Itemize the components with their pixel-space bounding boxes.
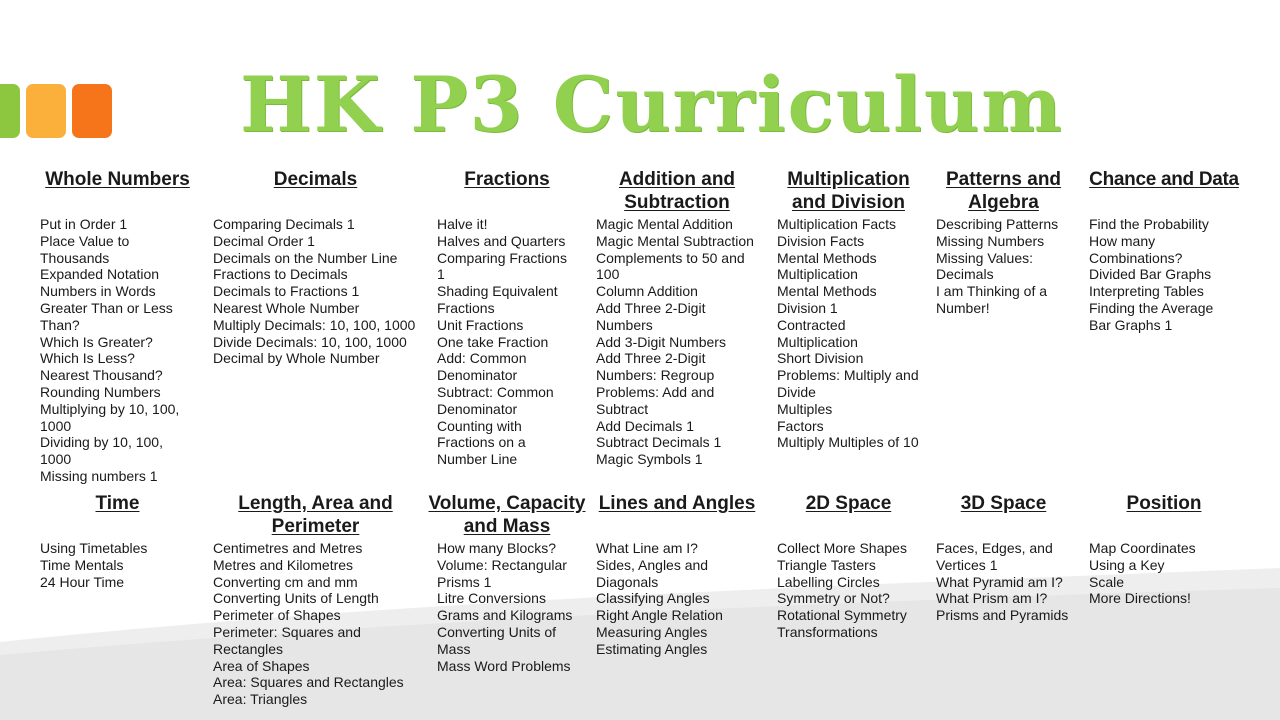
topic-item: Missing numbers 1 [40,467,158,484]
topic-item: Magic Mental Addition [596,216,733,232]
topic-item: One take Fraction [437,333,549,350]
topic-item: Classifying Angles [596,590,710,607]
topic-item: Using a Key [1089,556,1165,573]
topic-item: Multiplication Facts [777,216,897,232]
topic-item: Divide Decimals: 10, 100, 1000 [213,333,407,350]
topic-item: Place Value to Thousands [40,232,130,266]
topic-item: Missing Numbers [936,232,1045,249]
topic-item: Centimetres and Metres [213,540,363,556]
topic-item: Add: Common Denominator [437,350,527,384]
topic-item: Find the Probability [1089,216,1209,232]
topic-heading: Lines and Angles [598,493,756,514]
topic-multiplication-division [777,168,922,451]
topic-item: What Prism am I? [936,590,1048,607]
topic-item: Using Timetables [40,540,148,556]
topic-item: Labelling Circles [777,573,880,590]
topic-item: Time Mentals [40,556,124,573]
topic-item: Numbers in Words [40,283,156,300]
topic-item: Complements to 50 and 100 [596,249,745,283]
topic-whole-numbers [40,168,195,485]
topic-item: Halves and Quarters [437,232,566,249]
topic-item-list [936,540,1071,624]
topic-item-list [596,216,761,468]
topic-item: Finding the Average [1089,299,1214,316]
topic-item: Rotational Symmetry [777,607,907,624]
topic-item: Fractions to Decimals [213,266,348,283]
topic-item: Add 3-Digit Numbers [596,333,726,350]
topic-item: Add Three 2-Digit Numbers: Regroup [596,350,715,384]
topic-item: Estimating Angles [596,640,708,657]
topic-item: Sides, Angles and Diagonals [596,556,709,590]
topic-heading: Fractions [464,169,550,190]
topic-item: Mental Methods Division 1 [777,283,877,316]
topic-item: How many Blocks? [437,540,557,556]
topic-item: Describing Patterns [936,216,1059,232]
topic-item-list [213,216,423,367]
topic-item: Converting Units of Mass [437,623,557,657]
topic-item: Nearest Thousand? [40,367,163,384]
topic-2d-space [777,492,922,641]
topic-item: Division Facts [777,232,865,249]
topic-item-list [936,216,1071,317]
topic-item: How many Combinations? [1089,232,1183,266]
topic-item: Measuring Angles [596,623,708,640]
topic-item: Collect More Shapes [777,540,907,556]
topic-item: Magic Symbols 1 [596,451,703,468]
topic-item: Interpreting Tables [1089,283,1204,300]
topic-item: Area: Triangles [213,691,308,708]
decorative-block-amber [26,84,66,138]
topic-item: What Line am I? [596,540,698,556]
topic-item: Problems: Multiply and Divide [777,367,919,400]
topic-item: Multiply Multiples of 10 [777,434,919,451]
topic-item: Converting Units of Length [213,590,379,607]
topic-item: Perimeter: Squares and Rectangles [213,623,361,657]
topic-item: Magic Mental Subtraction [596,232,754,249]
topic-item: Multiplying by 10, 100, 1000 [40,400,180,434]
topic-heading: Multiplication and Division [787,169,910,213]
topic-item: Decimal Order 1 [213,232,315,249]
topic-decimals [213,168,423,367]
topic-item: Shading Equivalent Fractions [437,283,558,316]
topic-heading: Chance and Data [1089,169,1239,190]
topic-item: Counting with Fractions on a Number Line [437,417,526,468]
topic-item: Symmetry or Not? [777,590,890,607]
topic-item: Faces, Edges, and Vertices 1 [936,540,1053,573]
topic-item: Contracted Multiplication [777,316,858,350]
topic-item: Missing Values: Decimals [936,249,1034,283]
topic-item: Subtract Decimals 1 [596,434,722,451]
topic-item: Perimeter of Shapes [213,607,341,624]
topic-heading: 3D Space [960,493,1047,514]
topic-item: Right Angle Relation [596,607,723,624]
topic-item-list [777,216,922,451]
topic-time [40,492,195,590]
topic-item-list [40,540,195,590]
topic-item: Nearest Whole Number [213,299,360,316]
topic-item: Greater Than or Less Than? [40,299,173,333]
topic-volume-capacity-mass [428,492,586,674]
topic-item: Expanded Notation [40,266,160,283]
topic-item: Mass Word Problems [437,657,571,674]
topic-item: Area of Shapes [213,657,310,674]
topic-item-list [1089,216,1239,334]
topic-item: Decimal by Whole Number [213,350,380,367]
topic-item: Comparing Fractions 1 [437,249,567,283]
topic-item: Which Is Greater? Which Is Less? [40,333,153,367]
decorative-block-orange [72,84,112,138]
topic-heading: 2D Space [805,493,892,514]
topic-item: Litre Conversions [437,590,546,607]
page-title: HK P3 Curriculum [240,60,1064,149]
topic-item: Comparing Decimals 1 [213,216,355,232]
topic-item: Subtract: Common Denominator [437,383,554,417]
topic-heading: Decimals [273,169,358,190]
topic-item-list [1089,540,1239,607]
topic-addition-subtraction [596,168,761,468]
topic-item: Factors [777,417,824,434]
topic-item: Problems: Add and Subtract [596,383,715,417]
topic-item-list [213,540,423,708]
topic-item-list [437,540,577,674]
topic-item: Add Three 2-Digit Numbers [596,299,706,333]
topic-item: Volume: Rectangular Prisms 1 [437,556,567,590]
decorative-block-green [0,84,20,138]
topic-item: Multiples [777,400,833,417]
topic-item: Multiply Decimals: 10, 100, 1000 [213,316,416,333]
topic-item: Halve it! [437,216,488,232]
topic-item: Put in Order 1 [40,216,128,232]
topic-item-list [437,216,577,468]
topic-item: 24 Hour Time [40,573,125,590]
topic-heading: Volume, Capacity and Mass [428,493,586,537]
topic-patterns-algebra [936,168,1071,317]
topic-item: Map Coordinates [1089,540,1196,556]
topic-heading: Whole Numbers [45,169,190,190]
topic-item: Column Addition [596,283,698,300]
topic-fractions [437,168,577,468]
topic-item: Transformations [777,623,878,640]
topic-item: Grams and Kilograms [437,607,573,624]
topic-3d-space [936,492,1071,624]
topic-item-list [40,216,195,485]
topic-item-list [777,540,922,641]
topic-item: Triangle Tasters [777,556,876,573]
topic-heading: Length, Area and Perimeter [238,493,393,537]
topic-item: Unit Fractions [437,316,524,333]
topic-item: Divided Bar Graphs [1089,266,1212,283]
topic-item: Scale [1089,573,1125,590]
topic-item: Metres and Kilometres [213,556,354,573]
topic-item: What Pyramid am I? [936,573,1063,590]
topic-item: I am Thinking of a Number! [936,283,1048,316]
topic-chance-data [1089,168,1239,334]
topic-item: Dividing by 10, 100, 1000 [40,434,163,468]
topic-heading: Addition and Subtraction [618,169,736,213]
topic-item: Bar Graphs 1 [1089,316,1173,333]
topic-item: Decimals on the Number Line [213,249,398,266]
topic-position [1089,492,1239,607]
topic-item: Rounding Numbers [40,383,161,400]
topic-item: Short Division [777,350,864,367]
topic-length-area-perimeter [213,492,423,708]
topic-heading: Position [1126,493,1202,514]
topic-lines-angles [596,492,761,658]
topic-item: Mental Methods Multiplication [777,249,877,283]
topic-item-list [596,540,761,658]
topic-item: Decimals to Fractions 1 [213,283,360,300]
topic-item: Prisms and Pyramids [936,607,1069,624]
topic-heading: Patterns and Algebra [945,169,1062,213]
topic-item: Add Decimals 1 [596,417,695,434]
topic-item: Converting cm and mm [213,573,358,590]
topic-heading: Time [95,493,140,514]
topic-item: Area: Squares and Rectangles [213,674,404,691]
topic-item: More Directions! [1089,590,1191,607]
